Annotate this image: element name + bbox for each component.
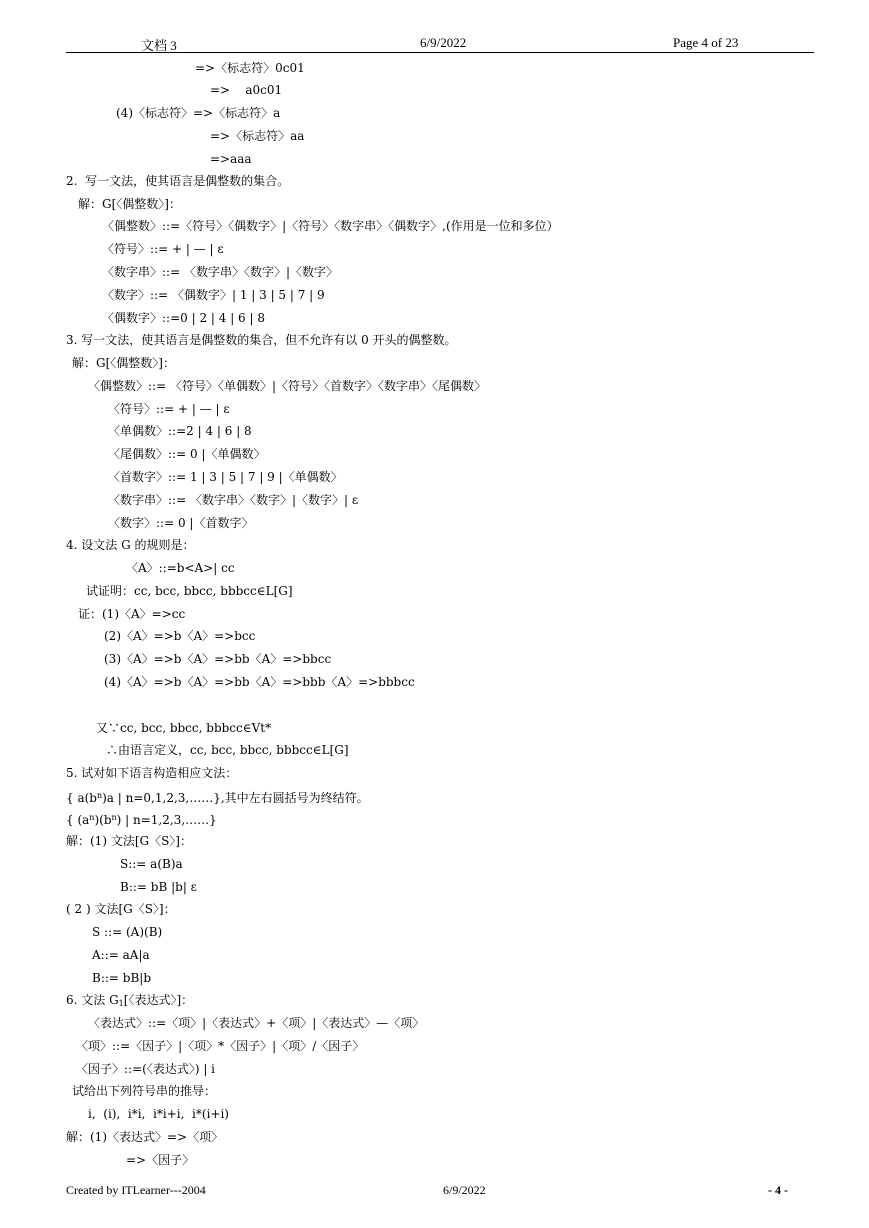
text-run: 6. 文法 G bbox=[66, 993, 119, 1007]
text-line: 〈尾偶数〉::= 0 |〈单偶数〉 bbox=[108, 447, 266, 461]
footer-date: 6/9/2022 bbox=[443, 1183, 486, 1197]
text-line: 〈项〉::=〈因子〉|〈项〉*〈因子〉|〈项〉/〈因子〉 bbox=[76, 1039, 365, 1053]
text-run: )a | n=0,1,2,3,……},其中左右圆括号为终结符。 bbox=[102, 791, 369, 805]
superscript: n bbox=[96, 791, 103, 800]
text-run: ) | n=1,2,3,……} bbox=[116, 813, 217, 827]
text-line: 〈偶整数〉::= 〈符号〉〈单偶数〉|〈符号〉〈首数字〉〈数字串〉〈尾偶数〉 bbox=[88, 379, 487, 393]
text-line: => a0c01 bbox=[210, 83, 283, 97]
text-run: { a(b bbox=[66, 791, 97, 805]
question-heading: 2. 写一文法，使其语言是偶整数的集合。 bbox=[66, 174, 290, 188]
text-line: 〈数字串〉::= 〈数字串〉〈数字〉|〈数字〉| ε bbox=[108, 493, 359, 507]
text-line: 证：(1)〈A〉=>cc bbox=[78, 607, 186, 621]
header-doc-title: 文档 3 bbox=[141, 38, 177, 53]
text-line: 〈符号〉::= + | — | ε bbox=[108, 402, 230, 416]
text-line bbox=[66, 811, 217, 827]
question-heading: 5. 试对如下语言构造相应文法： bbox=[66, 766, 238, 780]
text-line: 解：(1)〈表达式〉=>〈项〉 bbox=[66, 1130, 224, 1144]
superscript: n bbox=[111, 813, 117, 822]
text-line: 〈数字〉::= 0 |〈首数字〉 bbox=[108, 516, 254, 530]
text-line: ∴由语言定义，cc, bcc, bbcc, bbbcc∈L[G] bbox=[106, 743, 349, 757]
text-line: 解：(1) 文法[G〈S〉]： bbox=[66, 834, 192, 848]
footer-page-number: - 4 - bbox=[768, 1183, 788, 1197]
text-line: A::= aA|a bbox=[92, 948, 150, 962]
text-line: (3)〈A〉=>b〈A〉=>bb〈A〉=>bbcc bbox=[104, 652, 332, 666]
text-line: =>〈因子〉 bbox=[126, 1153, 195, 1167]
text-line: 试给出下列符号串的推导： bbox=[72, 1084, 217, 1098]
text-line: (4)〈标志符〉=>〈标志符〉a bbox=[116, 106, 281, 120]
text-line: 〈单偶数〉::=2 | 4 | 6 | 8 bbox=[108, 424, 252, 438]
footer-credit: Created by ITLearner---2004 bbox=[66, 1183, 206, 1197]
text-line: S ::= (A)(B) bbox=[92, 925, 163, 939]
text-line: 〈符号〉::= + | — | ε bbox=[102, 242, 224, 256]
text-line: ( 2 ) 文法[G〈S〉]： bbox=[66, 902, 176, 916]
question-heading: 4. 设文法 G 的规则是： bbox=[66, 538, 195, 552]
text-line: 解：G[〈偶整数〉]： bbox=[78, 197, 181, 211]
text-line: 〈首数字〉::= 1 | 3 | 5 | 7 | 9 |〈单偶数〉 bbox=[108, 470, 343, 484]
subscript: 1 bbox=[118, 999, 124, 1008]
text-line: 〈因子〉::=(〈表达式〉) | i bbox=[76, 1062, 216, 1076]
text-run: )(b bbox=[94, 813, 112, 827]
text-line: i, (i), i*i, i*i+i, i*(i+i) bbox=[88, 1107, 229, 1121]
text-line: B::= bB |b| ε bbox=[120, 880, 197, 894]
question-heading: 3. 写一文法，使其语言是偶整数的集合，但不允许有以 0 开头的偶整数。 bbox=[66, 333, 457, 347]
header-date: 6/9/2022 bbox=[420, 35, 467, 50]
text-line: 〈偶整数〉::=〈符号〉〈偶数字〉|〈符号〉〈数字串〉〈偶数字〉,(作用是一位和多位） bbox=[102, 219, 559, 233]
text-line: 〈数字〉::= 〈偶数字〉| 1 | 3 | 5 | 7 | 9 bbox=[102, 288, 325, 302]
text-line: 〈数字串〉::= 〈数字串〉〈数字〉|〈数字〉 bbox=[102, 265, 338, 279]
text-line bbox=[66, 789, 369, 805]
text-line: (4)〈A〉=>b〈A〉=>bb〈A〉=>bbb〈A〉=>bbbcc bbox=[104, 675, 415, 689]
question-heading bbox=[66, 993, 193, 1011]
text-line: 〈A〉::=b<A>| cc bbox=[126, 561, 235, 575]
text-line: 〈偶数字〉::=0 | 2 | 4 | 6 | 8 bbox=[102, 311, 266, 325]
text-line: =>〈标志符〉aa bbox=[210, 129, 305, 143]
text-line: =>〈标志符〉0c01 bbox=[195, 61, 305, 75]
text-line: 又∵cc, bcc, bbcc, bbbcc∈Vt* bbox=[96, 721, 272, 735]
text-line: =>aaa bbox=[210, 152, 252, 166]
text-line: 解：G[〈偶整数〉]： bbox=[72, 356, 175, 370]
text-line: 试证明：cc, bcc, bbcc, bbbcc∈L[G] bbox=[86, 584, 293, 598]
superscript: n bbox=[89, 813, 95, 822]
text-run: [〈表达式〉]： bbox=[123, 993, 194, 1007]
text-run: { (a bbox=[66, 813, 90, 827]
text-line: 〈表达式〉::=〈项〉|〈表达式〉+〈项〉|〈表达式〉—〈项〉 bbox=[88, 1016, 425, 1030]
text-line: (2)〈A〉=>b〈A〉=>bcc bbox=[104, 629, 256, 643]
text-line: S::= a(B)a bbox=[120, 857, 183, 871]
header-page-number: Page 4 of 23 bbox=[673, 35, 739, 50]
text-line: B::= bB|b bbox=[92, 971, 151, 985]
header-divider bbox=[66, 52, 814, 53]
